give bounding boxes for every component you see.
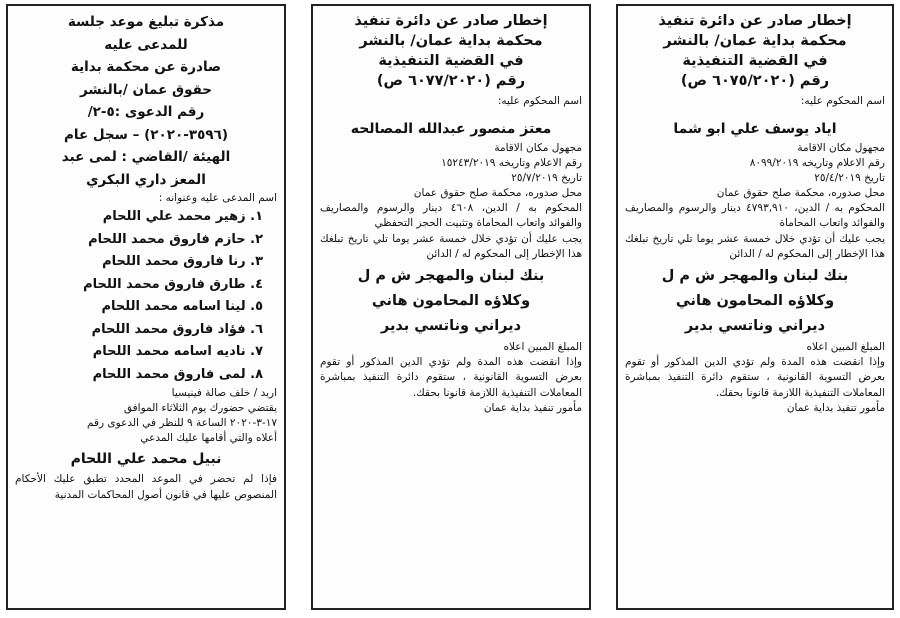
defendant-name: معتز منصور عبدالله المصالحه: [350, 120, 552, 137]
list-item: ١. زهير محمد علي اللحام: [102, 209, 263, 224]
summons-title-line: صادرة عن محكمة بداية: [70, 59, 222, 75]
case-number: رقم الدعوى :٥-٢/: [87, 104, 205, 120]
list-item: ٤. طارق فاروق محمد اللحام: [83, 276, 263, 292]
notice-title-line: محكمة بداية عمان/ بالنشر: [359, 33, 543, 49]
creditor-line: ديراني وناتسي بدير: [380, 317, 522, 334]
notice-title-line: إخطار صادر عن دائرة تنفيذ: [354, 13, 548, 29]
creditor-line: بنك لبنان والمهجر ش م ل: [661, 267, 849, 284]
defendant-label: اسم المحكوم عليه:: [800, 95, 885, 107]
summons-title-line: للمدعى عليه: [104, 36, 188, 53]
amount-text: المحكوم به / الدين، ٤٦٠٨ دينار والرسوم والمصاريف والفوائد واتعاب المحاماة وتثبيت الحجز التحفظي: [320, 201, 582, 229]
notice-number: رقم الاعلام وتاريخه ١٥٢٤٣/٢٠١٩: [441, 156, 582, 169]
obligation-text: يجب عليك أن تؤدي خلال خمسة عشر يوما تلي تاريخ تبلغك هذا الإخطار إلى المحكوم له / الدائن: [320, 232, 582, 260]
notice-title-line: محكمة بداية عمان/ بالنشر: [663, 33, 847, 49]
closing-text: فإذا لم تحضر في الموعد المحدد تطبق عليك الأحكام المنصوص عليها في قانون أصول المحاكمات المدنية: [15, 473, 277, 501]
creditor-line: بنك لبنان والمهجر ش م ل: [357, 267, 545, 284]
creditor-line: ديراني وناتسي بدير: [684, 317, 826, 334]
summons-line: أعلاه والتي أقامها عليك المدعي: [140, 432, 277, 444]
list-item: ٨. لمى فاروق محمد اللحام: [92, 366, 263, 382]
case-number: رقم (٦٠٧٥/٢٠٢٠ ص): [680, 73, 830, 89]
notice-date: تاريخ ٢٥/٤/٢٠١٩: [814, 171, 885, 184]
judge-line: الهيئة /القاضي : لمى عبد: [61, 149, 231, 165]
summons-column-left: [6, 4, 286, 610]
address-text: مجهول مكان الاقامة: [797, 141, 885, 154]
list-item: ٧. ناديه اسامه محمد اللحام: [92, 344, 263, 359]
obligation-text: يجب عليك أن تؤدي خلال خمسة عشر يوما تلي تاريخ تبلغك هذا الإخطار إلى المحكوم له / الدائن: [625, 232, 885, 260]
summons-line: يقتضي حضورك يوم الثلاثاء الموافق: [123, 402, 277, 414]
notified-label: المبلغ المبين اعلاه: [806, 340, 885, 353]
notice-number: رقم الاعلام وتاريخه ٨٠٩٩/٢٠١٩: [749, 156, 885, 169]
list-item: ٢. حازم فاروق محمد اللحام: [88, 231, 263, 247]
signature: مأمور تنفيذ بداية عمان: [786, 402, 885, 414]
plaintiff-name: نبيل محمد علي اللحام: [70, 451, 222, 467]
signature: مأمور تنفيذ بداية عمان: [483, 402, 582, 414]
list-item: ٥. لينا اسامه محمد اللحام: [101, 299, 263, 314]
summons-title-line: حقوق عمان /بالنشر: [79, 81, 213, 98]
judge-line: المعز داري البكري: [86, 171, 206, 188]
closing-text: وإذا انقضت هذه المدة ولم تؤدي الدين المذكور أو تقوم بعرض التسوية القانونية ، ستقوم دائرة التنفيذ بمباشرة المعاملات التنفيذية اللازمة قانونا بحقك.: [320, 355, 582, 399]
issuing-court: محل صدوره، محكمة صلح حقوق عمان: [413, 186, 582, 199]
summons-title-line: مذكرة تبليغ موعد جلسة: [67, 14, 225, 30]
defendants-list: [15, 206, 277, 386]
creditor-line: وكلاؤه المحامون هاني: [675, 292, 835, 309]
notice-title-line: إخطار صادر عن دائرة تنفيذ: [658, 13, 852, 29]
notice-title-line: في القضية التنفيذية: [378, 53, 524, 69]
defendant-name: اياد يوسف علي ابو شما: [673, 120, 837, 137]
summons-line: ١٧-٣-٢٠٢٠ الساعة ٩ للنظر في الدعوى رقم: [87, 417, 277, 429]
list-item: ٦. فؤاد فاروق محمد اللحام: [91, 321, 263, 337]
issuing-court: محل صدوره، محكمة صلح حقوق عمان: [716, 186, 885, 199]
closing-text: وإذا انقضت هذه المدة ولم تؤدي الدين المذكور أو تقوم بعرض التسوية القانونية ، ستقوم دائرة التنفيذ بمباشرة المعاملات التنفيذية اللازمة قانونا بحقك.: [625, 355, 885, 399]
case-register: (٣٥٩٦-٢٠٢٠) – سجل عام: [64, 126, 228, 143]
defendant-label: اسم المحكوم عليه:: [497, 95, 582, 107]
notice-column-right: [616, 4, 894, 610]
address-text: مجهول مكان الاقامة: [494, 141, 582, 154]
case-number: رقم (٦٠٧٧/٢٠٢٠ ص): [376, 73, 526, 89]
amount-text: المحكوم به / الدين، ٤٧٩٣,٩١٠ دينار والرسوم والمصاريف والفوائد واتعاب المحاماة: [625, 201, 886, 229]
address-text: اربد / خلف صالة فينيسيا: [171, 387, 277, 399]
list-item: ٣. رنا فاروق محمد اللحام: [102, 254, 263, 269]
notified-label: المبلغ المبين اعلاه: [503, 340, 582, 353]
defendants-label: اسم المدعى عليه وعنوانه :: [158, 192, 277, 204]
notice-column-middle: [311, 4, 591, 610]
notice-date: تاريخ ٢٥/٧/٢٠١٩: [511, 171, 582, 184]
notice-title-line: في القضية التنفيذية: [682, 53, 828, 69]
creditor-line: وكلاؤه المحامون هاني: [371, 292, 531, 309]
